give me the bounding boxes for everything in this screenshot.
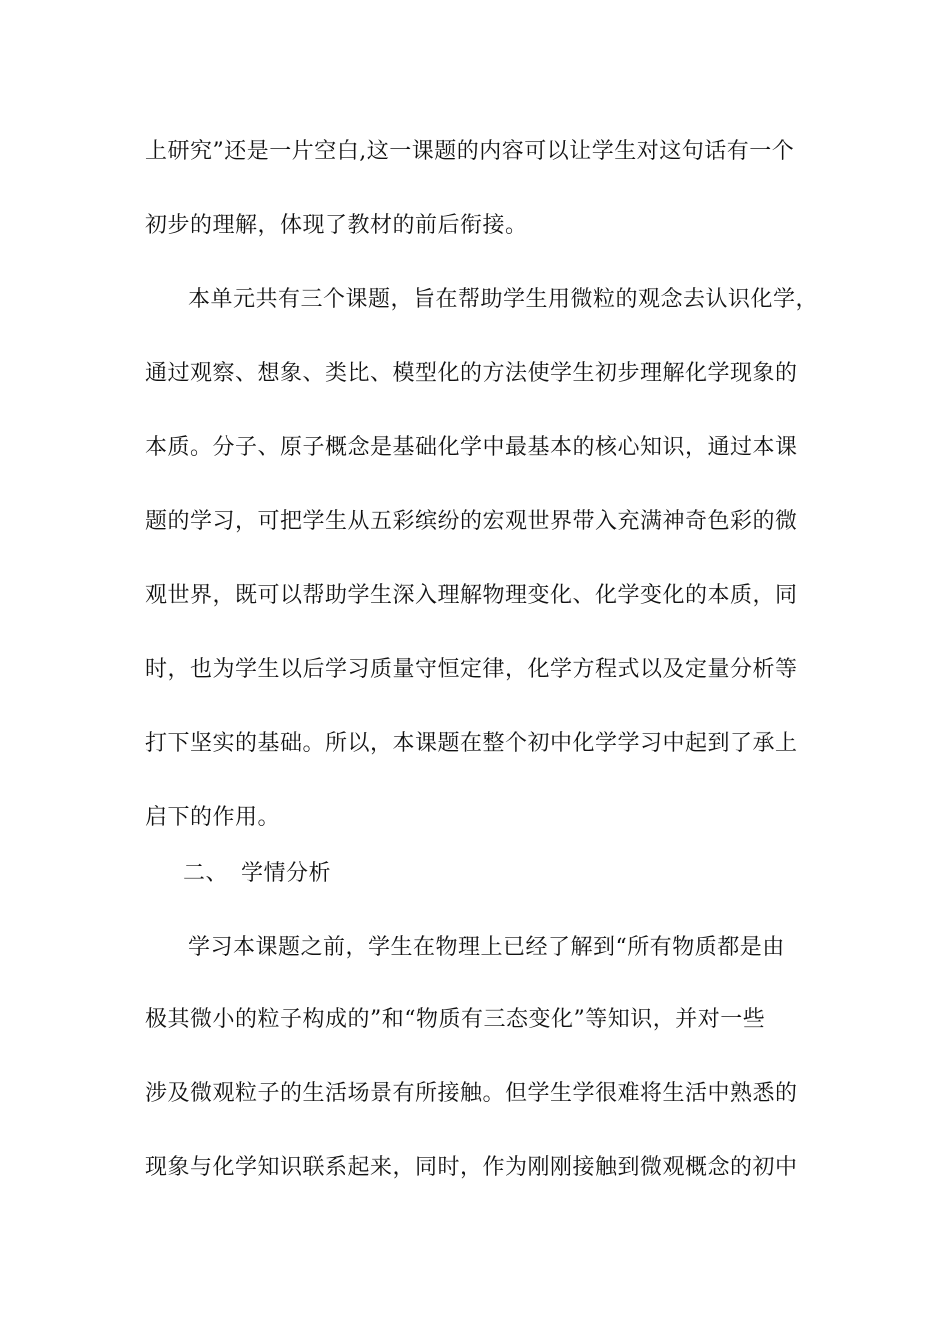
text-line: 打下坚实的基础。所以，本课题在整个初中化学学习中起到了承上	[145, 731, 798, 756]
text-line: 极其微小的粒子构成的”和“物质有三态变化”等知识，并对一些	[145, 1007, 766, 1032]
section-number: 二、	[183, 861, 229, 886]
paragraph-start: 学习本课题之前，学生在物理上已经了解到“所有物质都是由	[188, 935, 785, 960]
text-line: 本质。分子、原子概念是基础化学中最基本的核心知识，通过本课	[145, 435, 798, 460]
text-line: 涉及微观粒子的生活场景有所接触。但学生学很难将生活中熟悉的	[145, 1081, 798, 1106]
text-line: 时，也为学生以后学习质量守恒定律，化学方程式以及定量分析等	[145, 657, 798, 682]
text-line: 启下的作用。	[145, 805, 281, 830]
text-line: 上研究”还是一片空白,这一课题的内容可以让学生对这句话有一个	[145, 139, 795, 164]
section-title: 学情分析	[241, 861, 332, 886]
text-line: 现象与化学知识联系起来，同时，作为刚刚接触到微观概念的初中	[145, 1155, 798, 1180]
paragraph-start: 本单元共有三个课题，旨在帮助学生用微粒的观念去认识化学，	[188, 287, 819, 312]
text-line: 观世界，既可以帮助学生深入理解物理变化、化学变化的本质，同	[145, 583, 798, 608]
text-line: 初步的理解，体现了教材的前后衔接。	[145, 213, 528, 238]
section-heading	[183, 859, 331, 889]
text-line: 题的学习，可把学生从五彩缤纷的宏观世界带入充满神奇色彩的微	[145, 509, 798, 534]
text-line: 通过观察、想象、类比、模型化的方法使学生初步理解化学现象的	[145, 361, 798, 386]
